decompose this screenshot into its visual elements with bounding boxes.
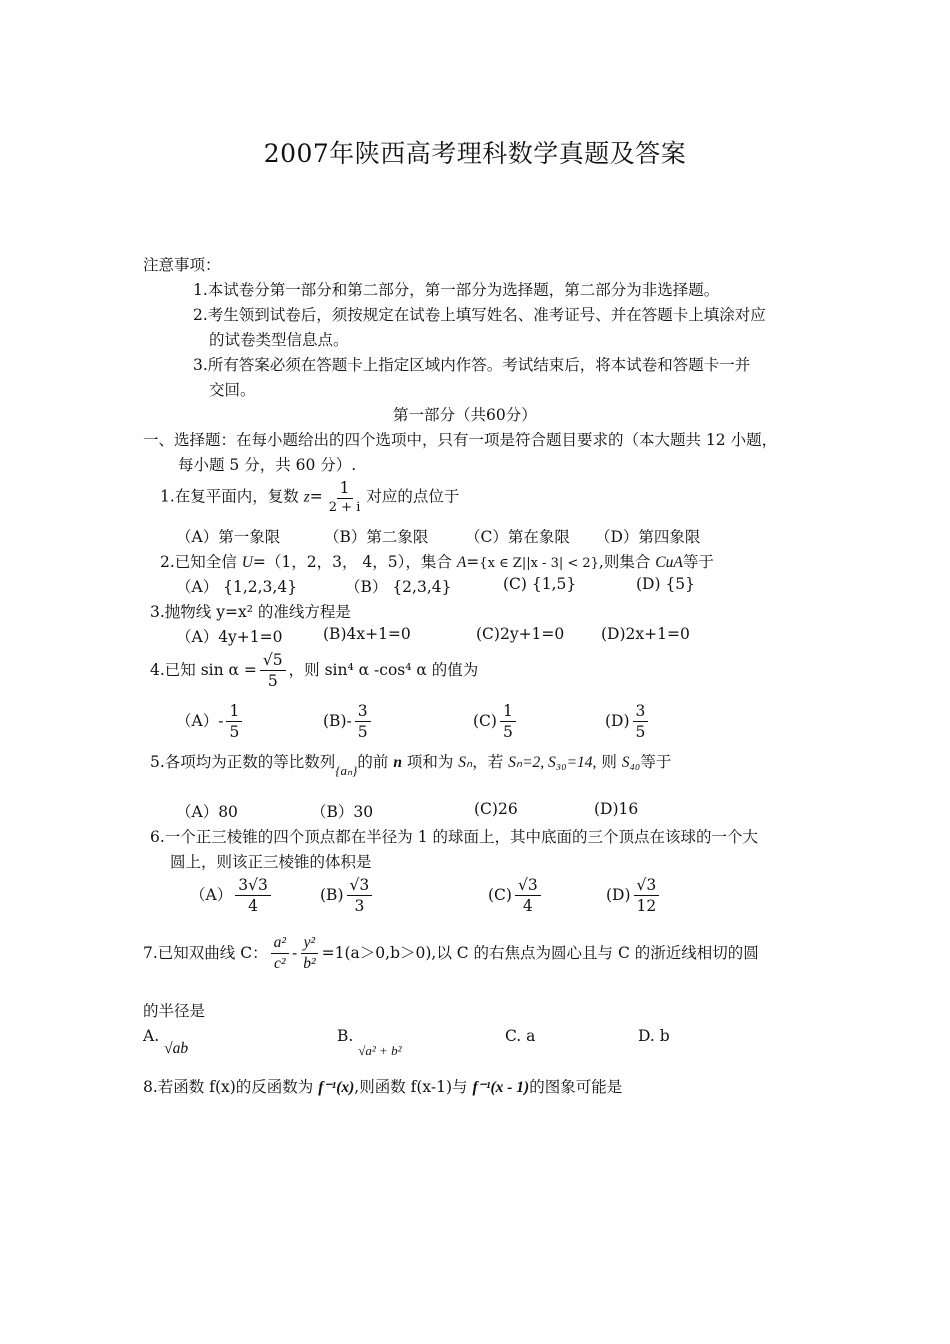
question-2: 2.已知全信 U=（1，2，3， 4，5），集合 A={x ∈ Z||x - 3| < 2},则集合 CuA等于 — [160, 553, 714, 571]
q5-option-d: (D)16 — [594, 800, 639, 818]
q7-option-a: A. √ab — [143, 1027, 189, 1057]
q5-option-a: （A）80 — [176, 803, 238, 821]
question-4: 4.已知 sin α = $\frac{√5}{5}$ ，则 sin⁴ α -cos⁴ α 的值为 — [150, 651, 479, 691]
notice-item: 的试卷类型信息点。 — [209, 331, 349, 349]
q6-option-c: (C) $\frac{√3}{4}$ — [488, 877, 544, 915]
q1-option-c: （C）第在象限 — [465, 528, 570, 546]
section-instructions: 每小题 5 分，共 60 分）. — [178, 456, 357, 474]
notice-item: 交回。 — [209, 381, 256, 399]
part1-heading: 第一部分（共60分） — [393, 406, 537, 424]
notice-item: 2.考生领到试卷后，须按规定在试卷上填写姓名、准考证号、并在答题卡上填涂对应 — [193, 306, 766, 324]
q2-option-d: (D) {5} — [636, 575, 696, 593]
question-7: 7.已知双曲线 C： $\frac{\text{a²}}{\text{c²}}$ - $\frac{\text{y²}}{\text{b²}}$ =1(a＞0,b＞0),以 C 的右焦点为圆心且与 C 的浙近线相切的圆 — [143, 934, 759, 973]
q1-option-a: （A）第一象限 — [176, 528, 281, 546]
notice-item: 1.本试卷分第一部分和第二部分，第一部分为选择题，第二部分为非选择题。 — [193, 281, 720, 299]
notice-item: 3.所有答案必须在答题卡上指定区域内作答。考试结束后，将本试卷和答题卡一并 — [193, 356, 751, 374]
question-6-cont: 圆上，则该正三棱锥的体积是 — [170, 853, 372, 871]
q5-option-b: （B）30 — [311, 803, 374, 821]
q7-option-c: C. a — [505, 1027, 536, 1045]
q6-option-a: （A） $\frac{3√3}{4}$ — [190, 877, 274, 915]
q3-option-c: (C)2y+1=0 — [476, 625, 565, 643]
q7-option-d: D. b — [638, 1027, 670, 1045]
q3-option-a: （A）4y+1=0 — [176, 628, 283, 646]
question-6: 6.一个正三棱锥的四个顶点都在半径为 1 的球面上，其中底面的三个顶点在该球的一个大 — [150, 828, 759, 846]
q4-option-c: (C) $\frac{1}{5}$ — [473, 703, 519, 741]
q3-option-d: (D)2x+1=0 — [601, 625, 690, 643]
q1-option-b: （B）第二象限 — [324, 528, 429, 546]
q7-option-b: B. $_{√a^2 + b^2}$ — [337, 1027, 402, 1058]
q5-option-c: (C)26 — [474, 800, 518, 818]
notice-heading: 注意事项： — [143, 256, 221, 274]
q4-option-d: (D) $\frac{3}{5}$ — [605, 703, 651, 741]
q2-option-c: (C) {1,5} — [503, 575, 577, 593]
question-7-cont: 的半径是 — [143, 1002, 206, 1020]
question-1: 1.在复平面内，复数 z= $\frac{1}{2 + i}$ 对应的点位于 — [160, 479, 460, 516]
q6-option-b: (B) $\frac{√3}{3}$ — [320, 877, 375, 915]
page-title: 2007年陕西高考理科数学真题及答案 — [263, 139, 687, 168]
q2-option-b: （B） {2,3,4} — [345, 578, 452, 596]
q3-option-b: (B)4x+1=0 — [323, 625, 411, 643]
question-3: 3.抛物线 y=x² 的准线方程是 — [150, 603, 351, 621]
question-8: 8.若函数 f(x)的反函数为 f⁻¹(x),则函数 f(x-1)与 f⁻¹(x - 1)的图象可能是 — [143, 1078, 623, 1096]
section-instructions: 一、选择题：在每小题给出的四个选项中，只有一项是符合题目要求的（本大题共 12 小题， — [143, 431, 778, 449]
q6-option-d: (D) $\frac{√3}{12}$ — [606, 877, 662, 915]
question-5: 5.各项均为正数的等比数列$_{\{a_n\}}$的前 n 项和为 Sₙ，若 Sₙ=2, S₃₀=14, 则 S₄₀等于 — [150, 753, 672, 778]
q1-option-d: （D）第四象限 — [595, 528, 701, 546]
q2-option-a: （A） {1,2,3,4} — [176, 578, 298, 596]
q4-option-a: （A）- $\frac{1}{5}$ — [176, 703, 245, 741]
q4-option-b: (B)- $\frac{3}{5}$ — [323, 703, 374, 741]
